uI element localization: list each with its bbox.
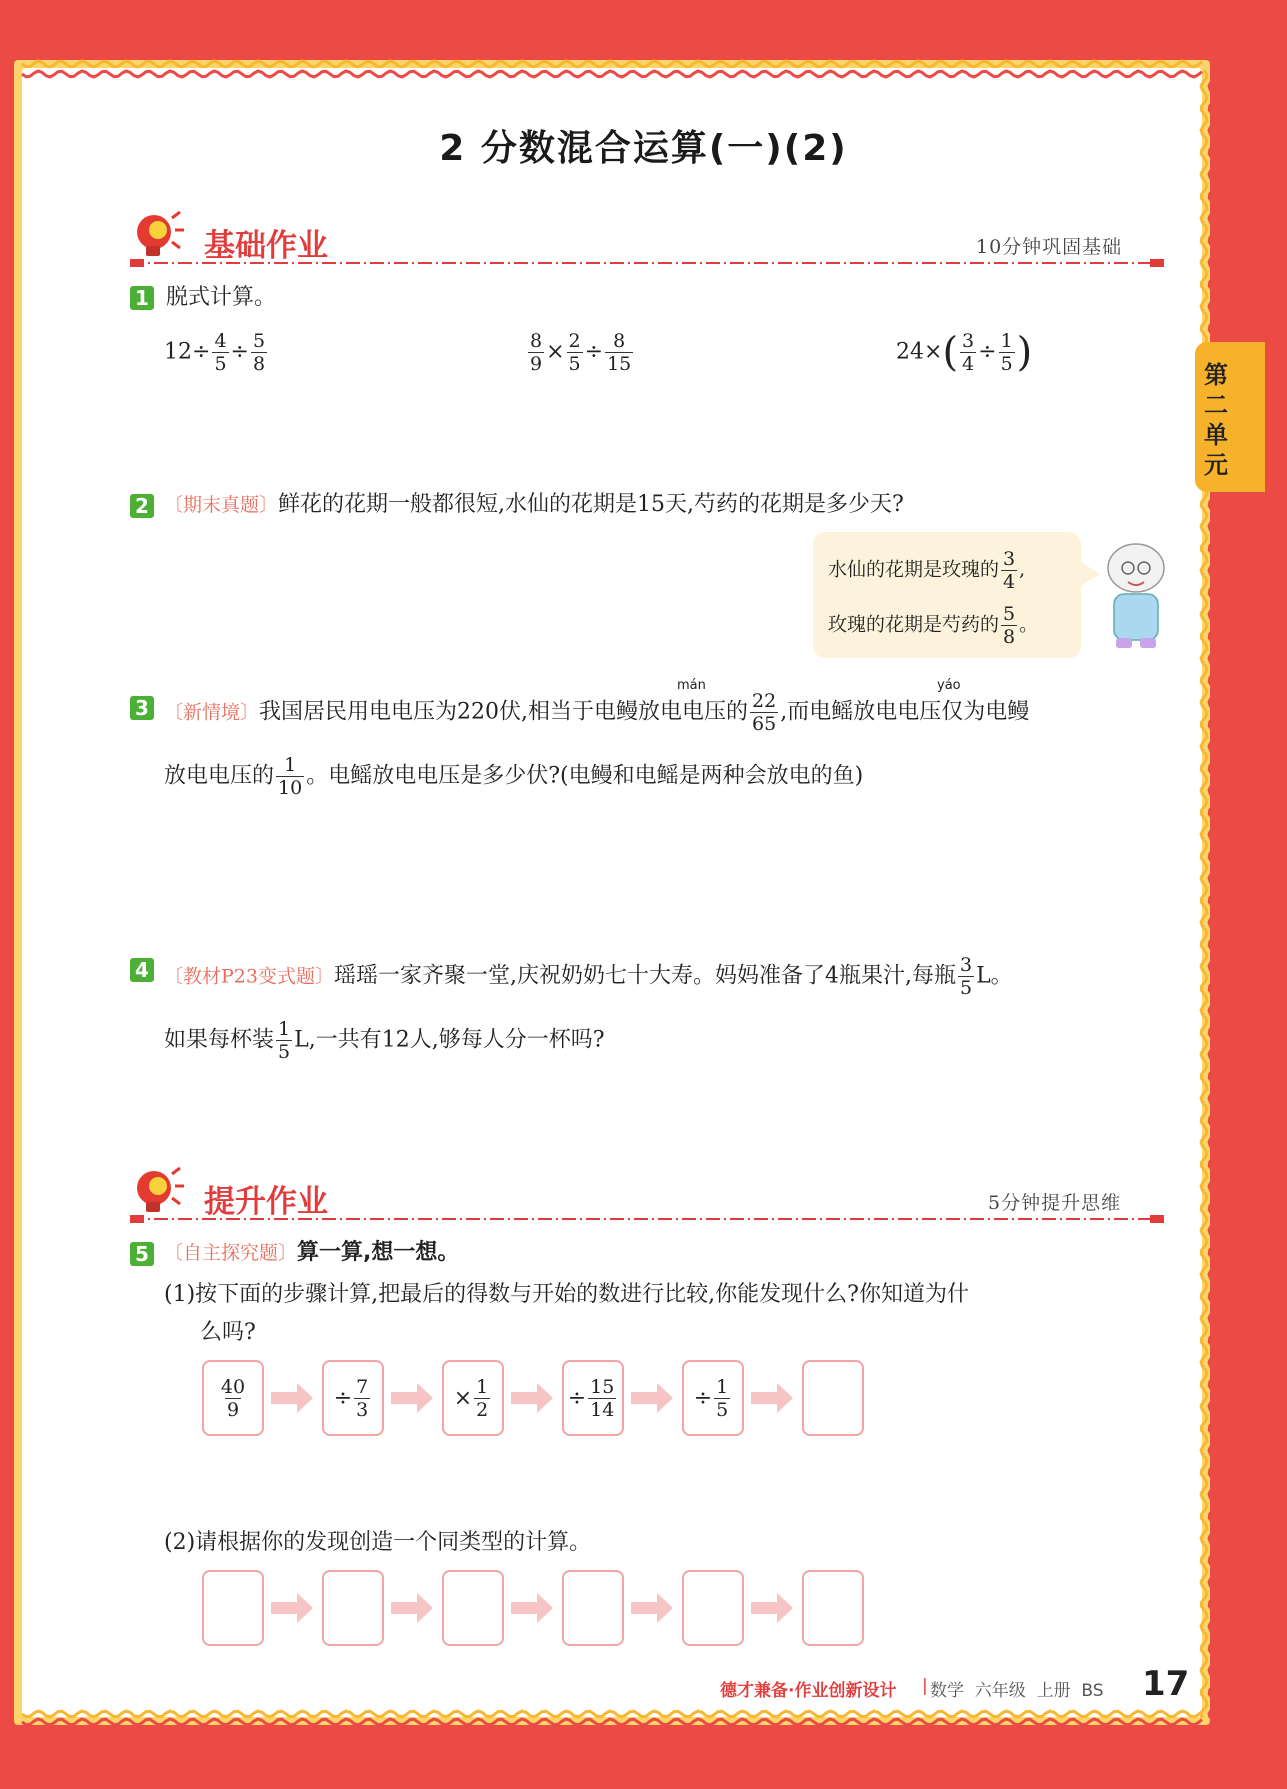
arrow-right-icon — [511, 1593, 555, 1623]
section-divider — [130, 1212, 1170, 1226]
arrow-right-icon — [271, 1383, 315, 1413]
pinyin-yao: yáo — [937, 678, 961, 693]
section-divider — [130, 256, 1170, 270]
calculation-chain — [202, 1360, 902, 1436]
arrow-right-icon — [391, 1593, 435, 1623]
q5-part2: (2)请根据你的发现创造一个同类型的计算。 — [164, 1530, 592, 1555]
bubble-tail — [1078, 560, 1102, 590]
q1-expression-3: 24×( $\frac{3}{4}$ ÷ $\frac{1}{5}$ ) — [896, 329, 1033, 376]
q1-expression-2: $\frac{8}{9}$ × $\frac{2}{5}$ ÷ $\frac{8}{15}$ — [530, 330, 632, 375]
chain-operator: × — [453, 1385, 473, 1411]
chain-operator: ÷ — [567, 1385, 587, 1411]
section-advanced-note: 5分钟提升思维 — [988, 1192, 1122, 1214]
hint-line-1: 水仙的花期是玫瑰的 $\frac{3}{4}$ , — [828, 548, 1026, 593]
q1-expression-1: 12÷ $\frac{4}{5}$ ÷ $\frac{5}{8}$ — [164, 330, 266, 375]
arrow-right-icon — [631, 1383, 675, 1413]
q4-line-1: 〔教材P23变式题〕瑶瑶一家齐聚一堂,庆祝奶奶七十大寿。妈妈准备了4瓶果汁,每瓶 $\frac{3}{5}$ L。 — [164, 954, 1013, 999]
arrow-right-icon — [631, 1593, 675, 1623]
page-number: 17 — [1142, 1664, 1190, 1704]
section-basic-note: 10分钟巩固基础 — [976, 236, 1123, 258]
q5-part1-line1: (1)按下面的步骤计算,把最后的得数与开始的数进行比较,你能发现什么?你知道为什 — [164, 1282, 969, 1307]
q2-text: 〔期末真题〕鲜花的花期一般都很短,水仙的花期是15天,芍药的花期是多少天? — [164, 492, 904, 517]
q3-line-1: 〔新情境〕我国居民用电电压为220伏,相当于电鳗放电电压的 $\frac{22}{65}$ ,而电鳐放电电压仅为电鳗 — [164, 690, 1030, 735]
pinyin-man: mán — [677, 678, 706, 693]
section-basic-label: 基础作业 — [204, 228, 328, 264]
blank-chain — [202, 1570, 902, 1646]
question-number: 2 — [130, 494, 154, 518]
chain-box[interactable] — [562, 1570, 624, 1646]
q4-line-2: 如果每杯装 $\frac{1}{5}$ L,一共有12人,够每人分一杯吗? — [164, 1018, 605, 1063]
hint-line-2: 玫瑰的花期是芍药的 $\frac{5}{8}$ 。 — [828, 603, 1039, 648]
lightbulb-icon — [128, 1166, 186, 1218]
chain-box[interactable] — [442, 1570, 504, 1646]
footer-separator: | — [922, 1676, 928, 1696]
section-advanced-label: 提升作业 — [204, 1184, 328, 1220]
chain-fraction: $\frac{1}{5}$ — [716, 1375, 729, 1421]
chain-operator: ÷ — [693, 1385, 713, 1411]
q1-prompt: 脱式计算。 — [166, 285, 277, 310]
footer-info: 数学 六年级 上册 BS — [930, 1681, 1104, 1701]
footer-brand: 德才兼备·作业创新设计 — [720, 1681, 897, 1701]
question-number: 3 — [130, 696, 154, 720]
arrow-right-icon — [271, 1593, 315, 1623]
chain-box — [682, 1360, 744, 1436]
chain-box — [322, 1360, 384, 1436]
lightbulb-icon — [128, 210, 186, 262]
question-number: 4 — [130, 958, 154, 982]
q5-heading: 〔自主探究题〕算一算,想一想。 — [164, 1240, 460, 1265]
chain-fraction: $\frac{7}{3}$ — [356, 1375, 369, 1421]
chain-fraction: $\frac{40}{9}$ — [220, 1375, 246, 1421]
question-number: 5 — [130, 1242, 154, 1266]
arrow-right-icon — [751, 1383, 795, 1413]
chain-box[interactable] — [322, 1570, 384, 1646]
chain-fraction: $\frac{15}{14}$ — [590, 1375, 615, 1421]
chain-box[interactable] — [202, 1570, 264, 1646]
chain-fraction: $\frac{1}{2}$ — [476, 1375, 489, 1421]
chain-box — [202, 1360, 264, 1436]
question-number: 1 — [130, 286, 154, 310]
unit-tab-label: 第二单元 — [1204, 361, 1228, 479]
chain-operator: ÷ — [333, 1385, 353, 1411]
page-title: 2 分数混合运算(一)(2) — [439, 128, 848, 169]
chain-box — [442, 1360, 504, 1436]
q5-part1-line2: 么吗? — [200, 1320, 256, 1345]
chain-box[interactable] — [802, 1570, 864, 1646]
chain-box[interactable] — [682, 1570, 744, 1646]
arrow-right-icon — [391, 1383, 435, 1413]
arrow-right-icon — [751, 1593, 795, 1623]
chain-box — [562, 1360, 624, 1436]
arrow-right-icon — [511, 1383, 555, 1413]
grandma-cartoon-icon — [1100, 538, 1172, 658]
q3-line-2: 放电电压的 $\frac{1}{10}$ 。电鳐放电电压是多少伏?(电鳗和电鳐是两种会放电的鱼) — [164, 754, 864, 799]
chain-box[interactable] — [802, 1360, 864, 1436]
